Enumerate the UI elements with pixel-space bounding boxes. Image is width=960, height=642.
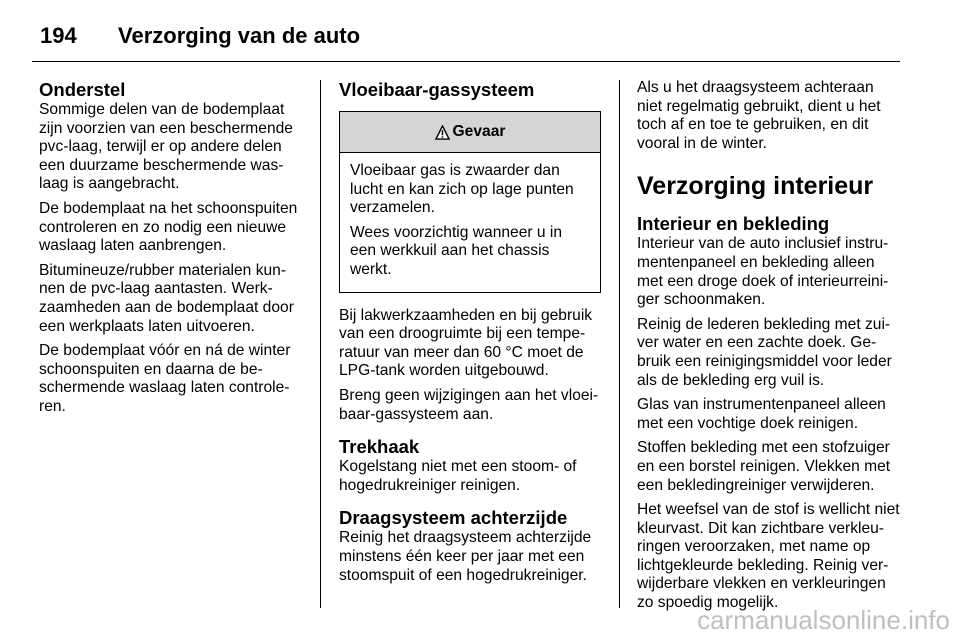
text-line: Stoffen bekleding met een stofzuiger: [637, 439, 890, 457]
paragraph: [637, 501, 909, 613]
paragraph: [637, 316, 909, 390]
chapter-section-title: Verzorging interieur: [637, 172, 874, 201]
text-line: ratuur van meer dan 60 °C moet de: [339, 343, 584, 361]
text-line: ver water en een zachte doek. Ge-: [637, 334, 877, 352]
text-line: waslaag laten aanbrengen.: [39, 237, 227, 255]
text-line: pvc-laag, terwijl er op andere delen: [39, 138, 282, 156]
text-line: nen de pvc-laag aantasten. Werk-: [39, 280, 273, 298]
text-line: kleurvast. Dit kan zichtbare verkleu-: [637, 519, 884, 537]
paragraph: [637, 235, 909, 309]
paragraph: [637, 439, 909, 495]
text-line: van een droogruimte bij een tempe-: [339, 325, 586, 343]
col2-body-draagsysteem: [339, 529, 611, 585]
column-2: [339, 79, 611, 591]
text-line: zo spoedig mogelijk.: [637, 594, 779, 612]
text-line: een werkkuil aan het chassis: [350, 242, 550, 260]
text-line: en een borstel reinigen. Vlekken met: [637, 457, 891, 475]
warning-header: [340, 112, 600, 153]
text-line: Glas van instrumentenpaneel alleen: [637, 396, 886, 414]
text-line: bruik een reinigingsmiddel voor leder: [637, 352, 892, 370]
section-heading-vloeibaar-gassysteem: Vloeibaar-gassysteem: [339, 79, 535, 100]
text-line: Kogelstang niet met een stoom- of: [339, 458, 577, 476]
text-line: Bij lakwerkzaamheden en bij gebruik: [339, 306, 593, 324]
text-line: LPG-tank worden uitgebouwd.: [339, 362, 549, 380]
text-line: Bitumineuze/rubber materialen kun-: [39, 261, 287, 279]
text-line: een duurzame beschermende was-: [39, 156, 284, 174]
text-line: met een droge doek of interieurreini-: [637, 272, 889, 290]
text-line: Als u het draagsysteem achteraan: [637, 79, 874, 96]
page-header: [40, 16, 900, 56]
text-line: Reinig de lederen bekleding met zui-: [637, 315, 891, 333]
text-line: als de bekleding erg vuil is.: [637, 371, 825, 389]
col2-body-trekhaak: [339, 458, 611, 495]
paragraph: [350, 224, 590, 280]
paragraph: [350, 162, 590, 218]
text-line: ger schoonmaken.: [637, 291, 766, 309]
chapter-title: Verzorging van de auto: [118, 23, 361, 48]
warning-box: [339, 111, 601, 293]
text-line: Breng geen wijzigingen aan het vloei-: [339, 386, 599, 404]
text-line: zijn voorzien van een beschermende: [39, 119, 293, 137]
text-line: schermende waslaag laten controle-: [39, 379, 290, 397]
text-line: een bekledingreiniger verwijderen.: [637, 476, 875, 494]
text-line: De bodemplaat vóór en ná de winter: [39, 342, 291, 360]
text-line: een werkplaats laten uitvoeren.: [39, 317, 255, 335]
col3-body: [637, 235, 909, 612]
text-line: laag is aangebracht.: [39, 175, 180, 193]
header-rule: [32, 61, 900, 62]
text-line: ringen veroorzaken, met name op: [637, 538, 871, 556]
column-3: [637, 79, 909, 619]
paragraph: [339, 529, 611, 585]
text-line: De bodemplaat na het schoonspuiten: [39, 199, 298, 217]
text-line: toch af en toe te gebruiken, en dit: [637, 116, 869, 134]
text-line: wijderbare vlekken en verkleuringen: [637, 575, 886, 593]
text-line: Reinig het draagsysteem achterzijde: [339, 529, 592, 547]
text-line: verzamelen.: [350, 199, 435, 217]
text-line: met een vochtige doek reinigen.: [637, 414, 859, 432]
paragraph: [637, 396, 909, 433]
column-divider-1: [320, 80, 321, 608]
text-line: niet regelmatig gebruikt, dient u het: [637, 97, 881, 115]
text-line: mentenpaneel en bekleding alleen: [637, 253, 875, 271]
paragraph: [39, 342, 311, 416]
section-heading-draagsysteem: Draagsysteem achterzijde: [339, 507, 568, 529]
paragraph: [339, 307, 611, 381]
section-heading-trekhaak: Trekhaak: [339, 436, 420, 458]
text-line: minstens één keer per jaar met een: [339, 547, 585, 565]
paragraph: [39, 200, 311, 256]
paragraph: [339, 387, 611, 424]
text-line: schoonspuiten en daarna de be-: [39, 360, 263, 378]
text-line: zaamheden aan de bodemplaat door: [39, 298, 294, 316]
text-line: vooral in de winter.: [637, 134, 768, 152]
text-line: Vloeibaar gas is zwaarder dan: [350, 162, 560, 179]
paragraph: [39, 101, 311, 194]
text-line: hogedrukreiniger reinigen.: [339, 476, 521, 494]
watermark: carmanualsonline.info: [697, 605, 950, 635]
warning-body: [340, 153, 600, 292]
text-line: Wees voorzichtig wanneer u in: [350, 223, 563, 241]
section-heading-interieur: Interieur en bekleding: [637, 213, 830, 235]
page-number: 194: [40, 23, 77, 48]
warning-title: Gevaar: [452, 122, 506, 140]
column-divider-2: [619, 80, 620, 608]
column-1: [39, 79, 311, 423]
col3-intro: [637, 79, 909, 153]
paragraph: [39, 262, 311, 336]
col2-body-lpg: [339, 307, 611, 425]
text-line: Interieur van de auto inclusief instru-: [637, 235, 889, 253]
text-line: baar-gassysteem aan.: [339, 405, 494, 423]
text-line: ren.: [39, 397, 66, 415]
text-line: lichtgekleurde bekleding. Reinig ver-: [637, 556, 889, 574]
text-line: Het weefsel van de stof is wellicht niet: [637, 501, 900, 519]
text-line: controleren en zo nodig een nieuwe: [39, 218, 287, 236]
text-line: lucht en kan zich op lage punten: [350, 180, 574, 198]
col1-body: [39, 101, 311, 417]
section-heading-onderstel: Onderstel: [39, 79, 126, 100]
warning-icon: [435, 125, 450, 140]
paragraph: [339, 458, 611, 495]
paragraph: [637, 79, 909, 153]
text-line: stoomspuit of een hogedrukreiniger.: [339, 566, 587, 584]
text-line: werkt.: [350, 260, 392, 278]
text-line: Sommige delen van de bodemplaat: [39, 101, 285, 118]
